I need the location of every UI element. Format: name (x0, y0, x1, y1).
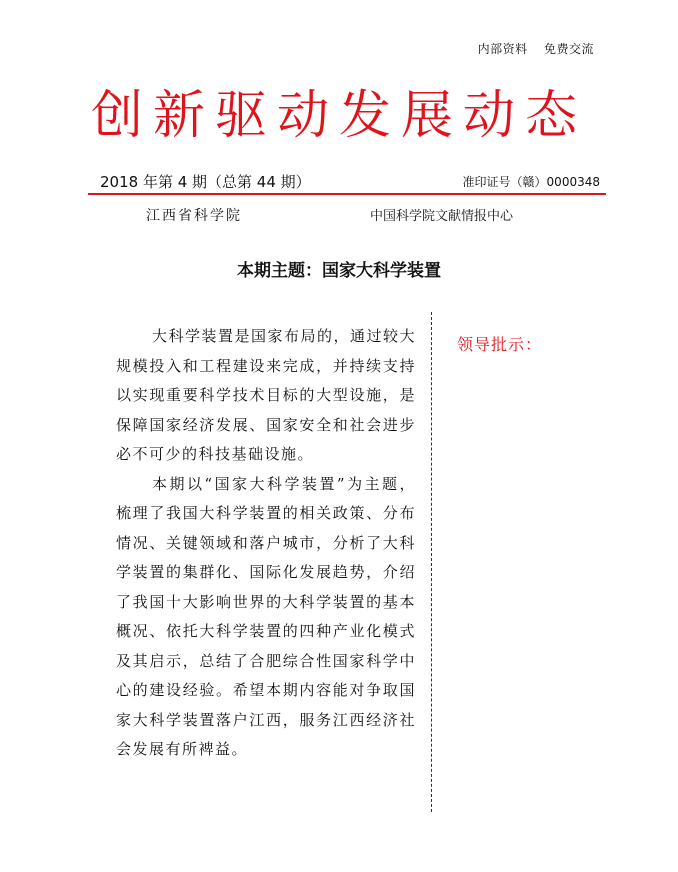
internal-label: 内部资料 (477, 42, 528, 56)
issue-number: 2018 年第 4 期（总第 44 期） (100, 173, 311, 191)
leader-comment-label: 领导批示： (457, 335, 543, 354)
body-text (116, 322, 416, 765)
paragraph-2: 本期以“国家大科学装置”为主题，梳理了我国大科学装置的相关政策、分布情况、关键领域和落户城市，分析了大科学装置的集群化、国际化发展趋势，介绍了我国十大影响世界的大科学装置的基本概况、依托大科学装置的四种产业化模式及其启示，总结了合肥综合性国家科学中心的建设经验。希望本期内容能对争取国家大科学装置落户江西，服务江西经济社会发展有所裨益。 (116, 474, 416, 758)
header-divider (88, 193, 606, 195)
masthead-title: 创新驱动发展动态 (90, 86, 587, 146)
issue-theme: 本期主题：国家大科学装置 (237, 261, 441, 281)
column-divider (431, 312, 432, 812)
permit-number: 准印证号（赣）0000348 (462, 175, 600, 189)
free-label: 免费交流 (543, 42, 594, 56)
paragraph-1: 大科学装置是国家布局的，通过较大规模投入和工程建设来完成，并持续支持以实现重要科学技术目标的大型设施，是保障国家经济发展、国家安全和社会进步必不可少的科技基础设施。 (116, 327, 417, 463)
distribution-note (466, 40, 594, 57)
publisher-right: 中国科学院文献情报中心 (370, 209, 514, 224)
publisher-left: 江西省科学院 (146, 208, 242, 224)
